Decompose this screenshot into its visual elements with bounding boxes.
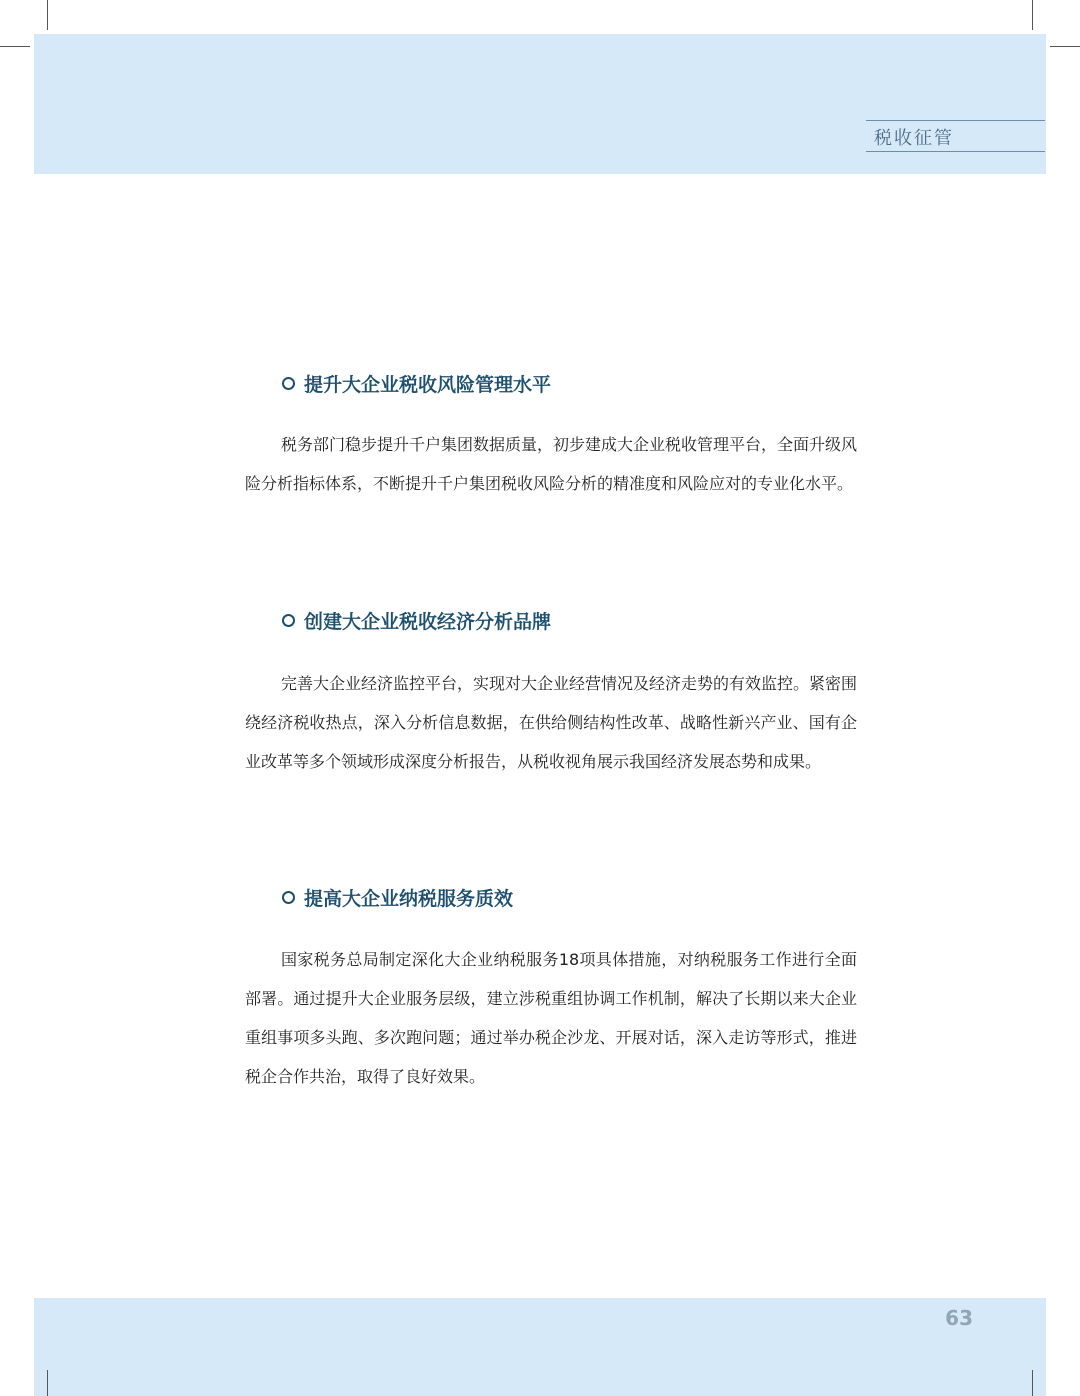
section-heading-text: 创建大企业税收经济分析品牌 xyxy=(304,611,552,633)
section-paragraph: 完善大企业经济监控平台，实现对大企业经营情况及经济走势的有效监控。紧密围绕经济税收热点，深入分析信息数据，在供给侧结构性改革、战略性新兴产业、国有企业改革等多个领域形成深度分析报告，从税收视角展示我国经济发展态势和成果。 xyxy=(245,674,858,771)
circle-bullet-icon xyxy=(282,614,295,627)
crop-mark xyxy=(47,0,48,30)
crop-mark xyxy=(0,46,30,47)
section-label-text: 税收征管 xyxy=(874,128,954,149)
section-paragraph: 国家税务总局制定深化大企业纳税服务18项具体措施，对纳税服务工作进行全面部署。通过提升大企业服务层级，建立涉税重组协调工作机制，解决了长期以来大企业重组事项多头跑、多次跑问题；通过举办税企沙龙、开展对话，深入走访等形式，推进税企合作共治，取得了良好效果。 xyxy=(245,950,857,1086)
section-heading xyxy=(282,884,513,911)
section-heading xyxy=(282,607,551,634)
footer-band xyxy=(34,1298,1046,1396)
crop-mark xyxy=(47,1370,48,1396)
section-heading-text: 提升大企业税收风险管理水平 xyxy=(304,374,552,396)
circle-bullet-icon xyxy=(282,377,295,390)
crop-mark xyxy=(1032,1370,1033,1396)
section-heading xyxy=(282,370,551,397)
page-number: 63 xyxy=(945,1306,973,1330)
running-header xyxy=(866,120,1045,152)
header-band xyxy=(34,34,1046,174)
crop-mark xyxy=(1050,46,1080,47)
circle-bullet-icon xyxy=(282,891,295,904)
section-heading-text: 提高大企业纳税服务质效 xyxy=(304,888,514,910)
section-paragraph: 税务部门稳步提升千户集团数据质量，初步建成大企业税收管理平台，全面升级风险分析指标体系，不断提升千户集团税收风险分析的精准度和风险应对的专业化水平。 xyxy=(245,435,858,493)
crop-mark xyxy=(1032,0,1033,30)
